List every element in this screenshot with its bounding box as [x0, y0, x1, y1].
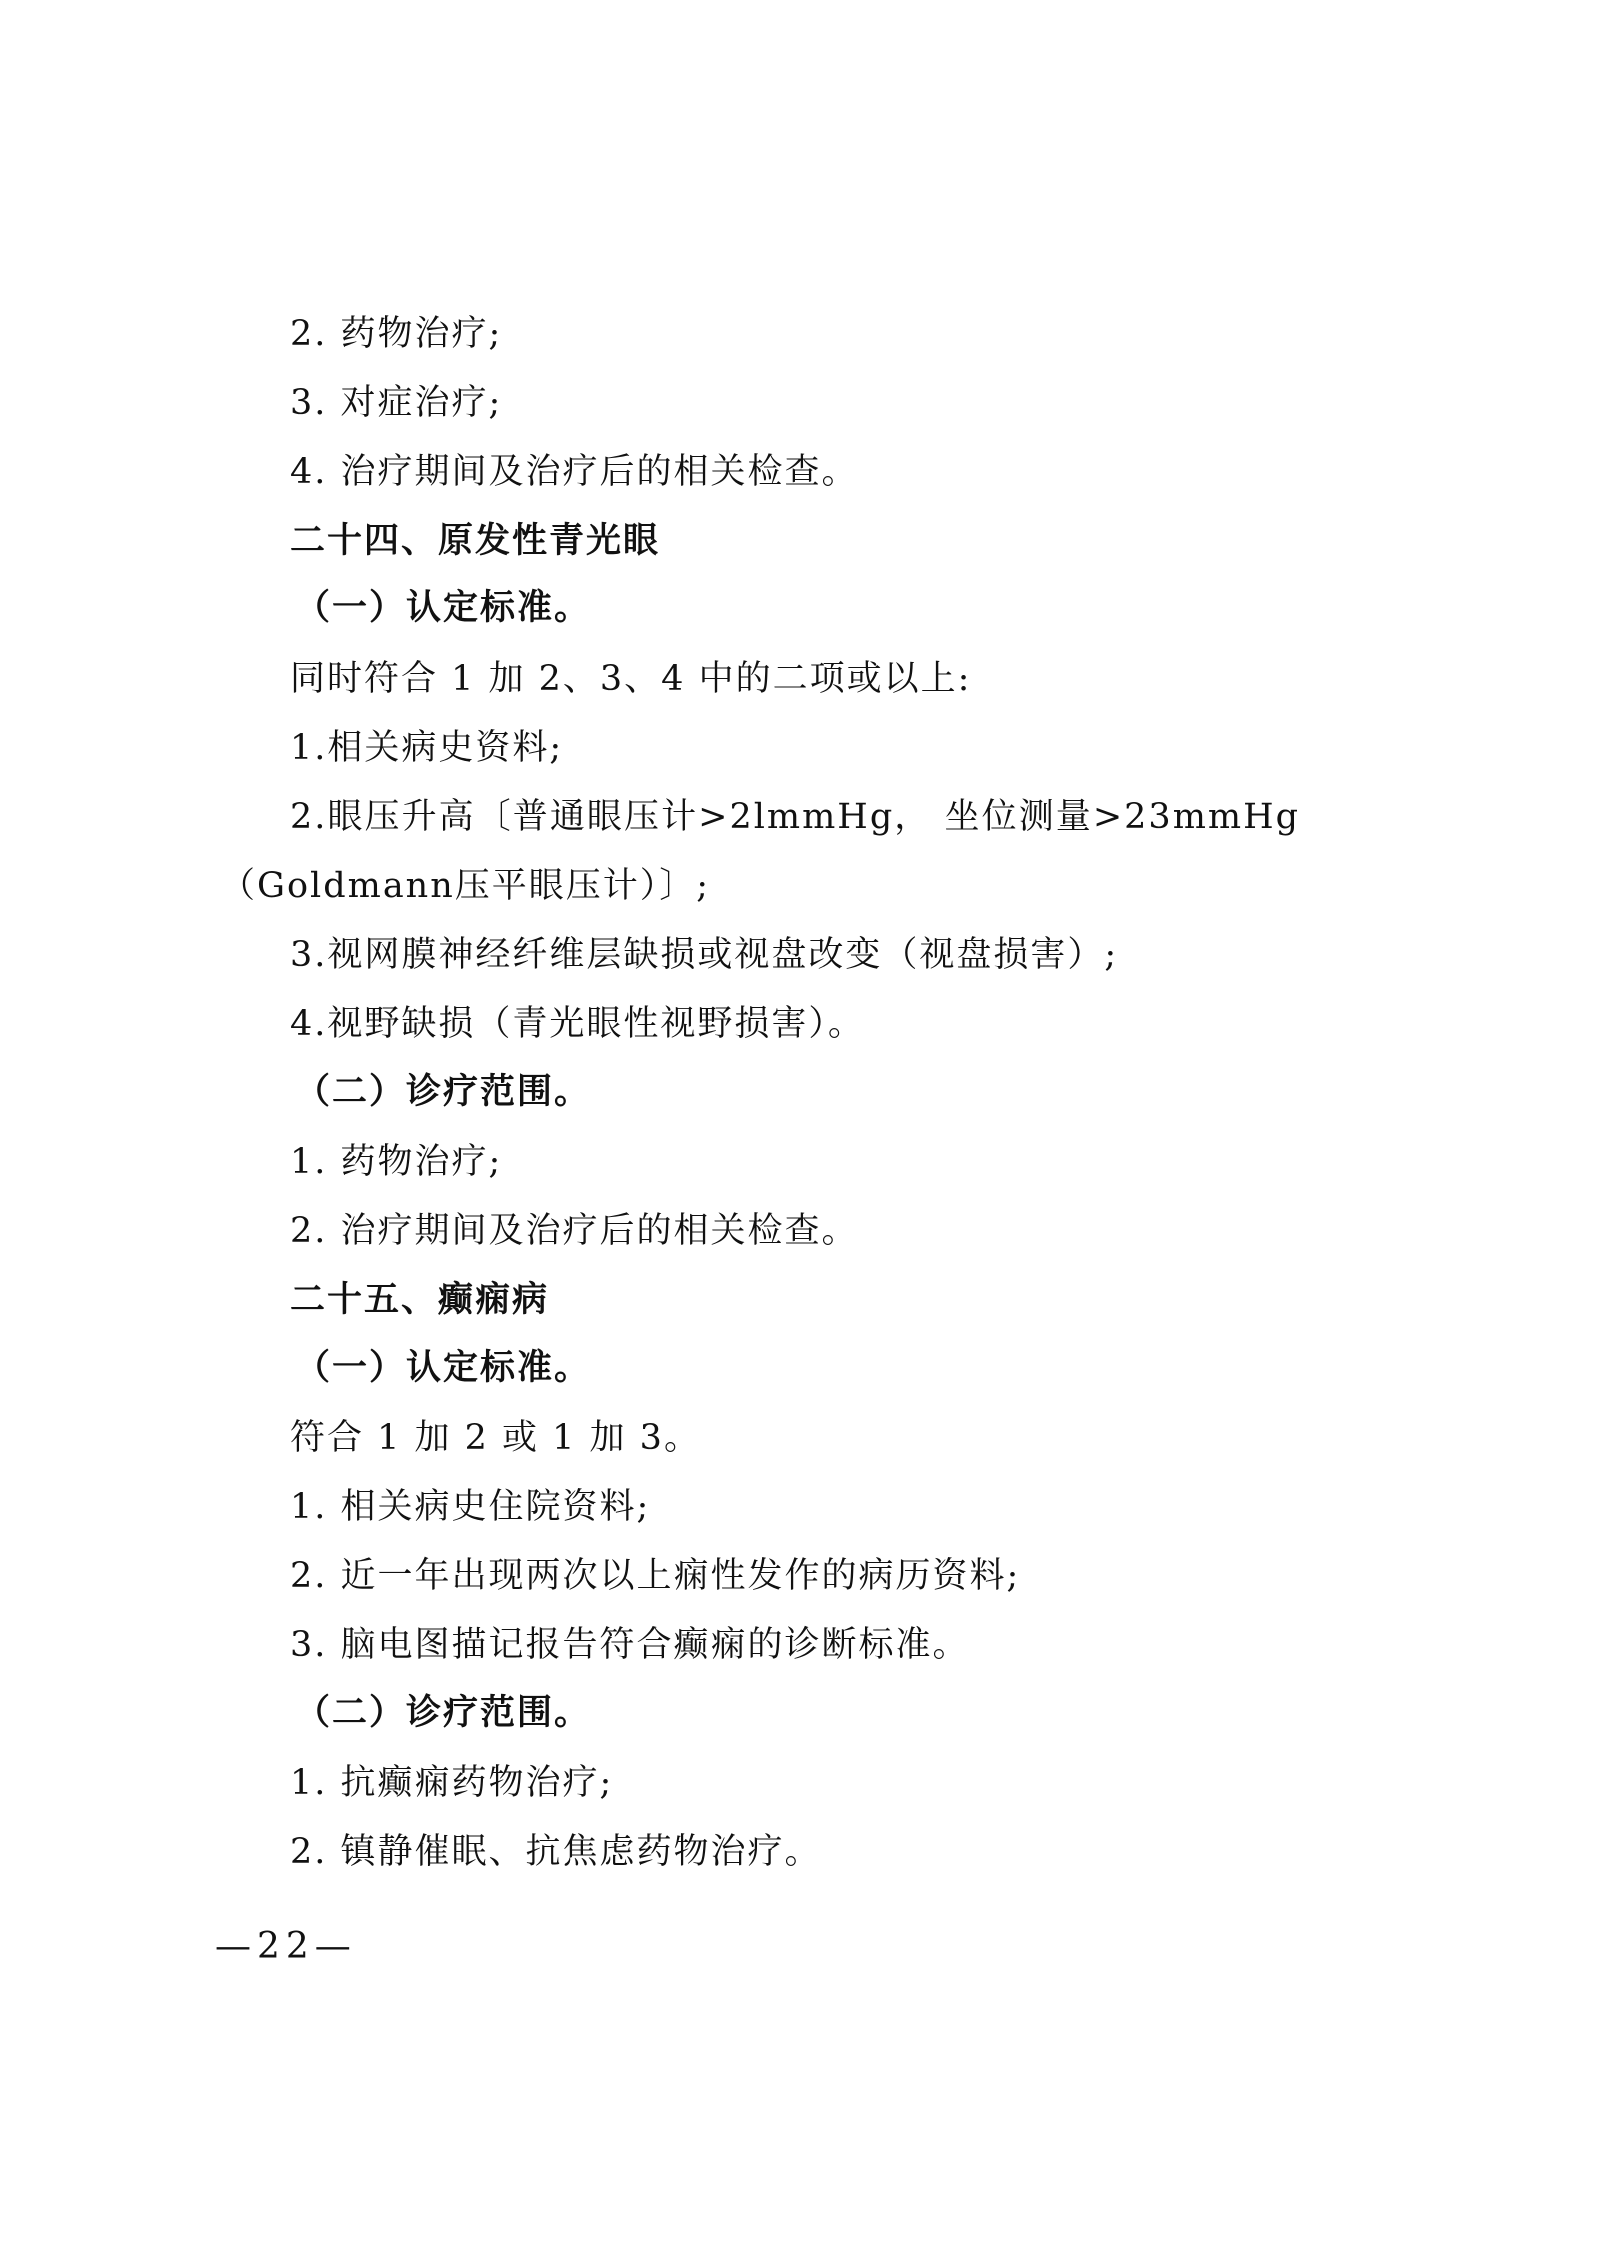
text-line-2: 3. 对症治疗; — [290, 383, 503, 423]
text-line-6: 同时符合 1 加 2、3、4 中的二项或以上: — [290, 659, 972, 699]
text-line-7: 1.相关病史资料; — [290, 728, 564, 768]
text-line-8: 2.眼压升高〔普通眼压计>2lmmHg， 坐位测量>23mmHg — [290, 797, 1300, 837]
section-heading-24: 二十四、原发性青光眼 — [290, 521, 661, 561]
text-line-19: 2. 近一年出现两次以上痫性发作的病历资料; — [290, 1556, 1021, 1596]
text-line-23: 2. 镇静催眠、抗焦虑药物治疗。 — [290, 1832, 822, 1872]
section-heading-25: 二十五、癫痫病 — [290, 1280, 550, 1320]
text-line-18: 1. 相关病史住院资料; — [290, 1487, 651, 1527]
text-line-20: 3. 脑电图描记报告符合癫痫的诊断标准。 — [290, 1625, 970, 1665]
subheading-criteria-25: （一）认定标准。 — [295, 1348, 592, 1388]
text-line-9: （Goldmann压平眼压计）〕; — [220, 866, 711, 906]
page-number: —22— — [215, 1926, 357, 1967]
text-line-10: 3.视网膜神经纤维层缺损或视盘改变（视盘损害）; — [290, 935, 1119, 975]
text-line-13: 1. 药物治疗; — [290, 1142, 503, 1182]
subheading-scope-24: （二）诊疗范围。 — [295, 1072, 592, 1112]
text-line-11: 4.视野缺损（青光眼性视野损害）。 — [290, 1004, 865, 1044]
text-line-22: 1. 抗癫痫药物治疗; — [290, 1763, 614, 1803]
subheading-criteria-24: （一）认定标准。 — [295, 588, 592, 628]
text-line-17: 符合 1 加 2 或 1 加 3。 — [290, 1418, 701, 1458]
text-line-14: 2. 治疗期间及治疗后的相关检查。 — [290, 1211, 859, 1251]
text-line-3: 4. 治疗期间及治疗后的相关检查。 — [290, 452, 859, 492]
subheading-scope-25: （二）诊疗范围。 — [295, 1693, 592, 1733]
text-line-1: 2. 药物治疗; — [290, 314, 503, 354]
